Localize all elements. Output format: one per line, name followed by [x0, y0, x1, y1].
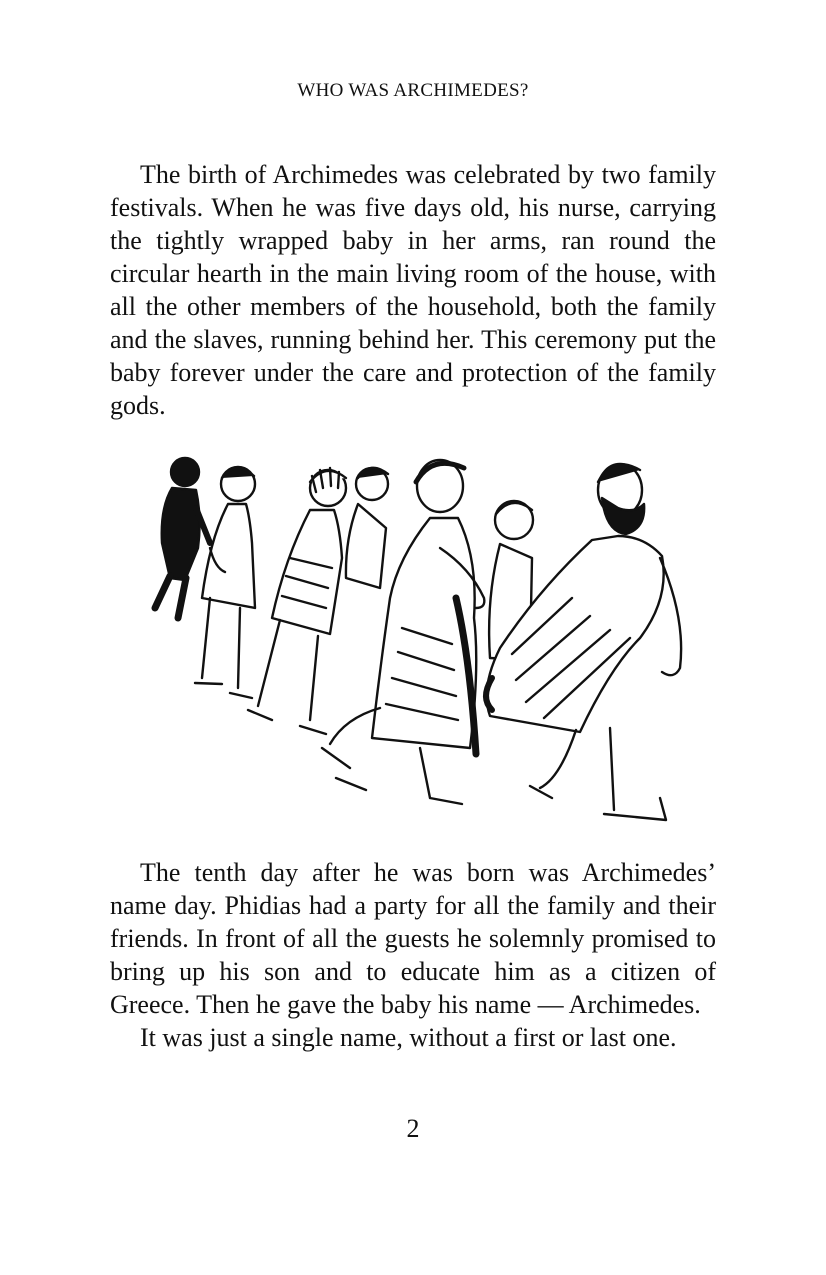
figure-nurse	[322, 460, 484, 804]
paragraph: The tenth day after he was born was Archimedes’ name day. Phidias had a party for all the family and their friends. In front of all the guests he solemnly promised to bring up his son and to educate him as a citizen of Greece. Then he gave the baby his name — Archimedes.	[110, 858, 716, 1019]
body-text-top	[110, 158, 716, 422]
page-number: 2	[406, 1114, 420, 1143]
running-head: WHO WAS ARCHIMEDES?	[297, 80, 529, 101]
paragraph: It was just a single name, without a first or last one.	[140, 1023, 677, 1052]
figure-boy-2	[248, 468, 346, 734]
figure-boy-1	[195, 467, 255, 698]
figure-boy-3	[346, 468, 388, 588]
paragraph: The birth of Archimedes was celebrated by two family festivals. When he was five days old, his nurse, carrying the tightly wrapped baby in her arms, ran round the circular hearth in the main living room of the house, with all the other members of the household, both the family and the slaves, running behind her. This ceremony put the baby forever under the care and protection of the family gods.	[110, 160, 716, 420]
procession-illustration	[140, 448, 700, 838]
body-text-bottom	[110, 856, 716, 1054]
